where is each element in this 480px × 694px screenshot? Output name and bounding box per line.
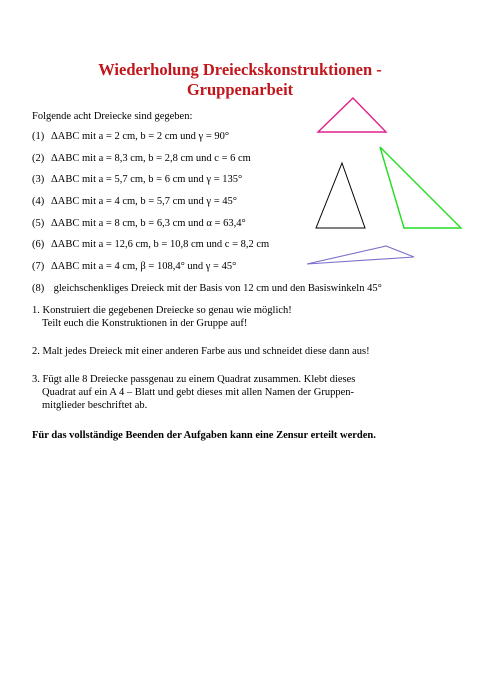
- task-3: [32, 373, 462, 412]
- list-item: [32, 152, 382, 174]
- list-item: [32, 173, 382, 195]
- grading-note: Für das vollständige Beenden der Aufgaben kann eine Zensur erteilt werden.: [32, 430, 376, 441]
- item-text: ΔABC mit a = 12,6 cm, b = 10,8 cm und c = 8,2 cm: [51, 239, 270, 251]
- item-text: ΔABC mit a = 5,7 cm, b = 6 cm und γ = 135°: [51, 174, 243, 186]
- item-text: gleichschenkliges Dreieck mit der Basis von 12 cm und den Basiswinkeln 45°: [53, 282, 382, 294]
- triangle-list: [32, 130, 382, 304]
- page-title-line-1: Wiederholung Dreieckskonstruktionen -: [98, 60, 382, 79]
- item-number: (3): [32, 174, 45, 186]
- task-2-line-1: 2. Malt jedes Dreieck mit einer anderen Farbe aus und schneidet diese dann aus!: [32, 346, 370, 357]
- list-item: [32, 282, 382, 304]
- item-number: (2): [32, 152, 45, 164]
- list-item: [32, 130, 382, 152]
- item-number: (4): [32, 196, 45, 208]
- task-1-line-1: 1. Konstruiert die gegebenen Dreiecke so genau wie möglich!: [32, 305, 292, 316]
- list-item: [32, 217, 382, 239]
- item-number: (1): [32, 131, 45, 142]
- item-text: ΔABC mit a = 4 cm, β = 108,4° und γ = 45°: [51, 261, 237, 273]
- task-3-line-3: mitglieder beschriftet ab.: [42, 400, 148, 411]
- item-text: ΔABC mit a = 8 cm, b = 6,3 cm und α = 63,4°: [51, 217, 246, 229]
- page-title: [0, 60, 480, 100]
- list-item: [32, 260, 382, 282]
- task-3-line-1: 3. Fügt alle 8 Dreiecke passgenau zu einem Quadrat zusammen. Klebt dieses: [32, 374, 356, 385]
- item-text: ΔABC mit a = 8,3 cm, b = 2,8 cm und c = 6 cm: [51, 152, 251, 164]
- list-item: [32, 238, 382, 260]
- item-number: (7): [32, 261, 45, 273]
- task-3-line-2: Quadrat auf ein A 4 – Blatt und gebt dieses mit allen Namen der Gruppen-: [42, 387, 355, 398]
- list-item: [32, 195, 382, 217]
- intro-text: Folgende acht Dreiecke sind gegeben:: [32, 111, 193, 122]
- task-2: [32, 345, 462, 358]
- item-text: ΔABC mit a = 4 cm, b = 5,7 cm und γ = 45°: [51, 196, 237, 208]
- item-number: (6): [32, 239, 45, 251]
- task-1: [32, 304, 462, 330]
- item-number: (5): [32, 217, 45, 229]
- page-title-line-2: Gruppenarbeit: [186, 80, 294, 99]
- item-number: (8): [32, 282, 45, 294]
- green-triangle: [380, 147, 461, 228]
- magenta-triangle: [318, 98, 386, 132]
- task-list: [32, 304, 462, 427]
- item-text: ΔABC mit a = 2 cm, b = 2 cm und γ = 90°: [51, 131, 230, 142]
- task-1-line-2: Teilt euch die Konstruktionen in der Gruppe auf!: [42, 318, 248, 329]
